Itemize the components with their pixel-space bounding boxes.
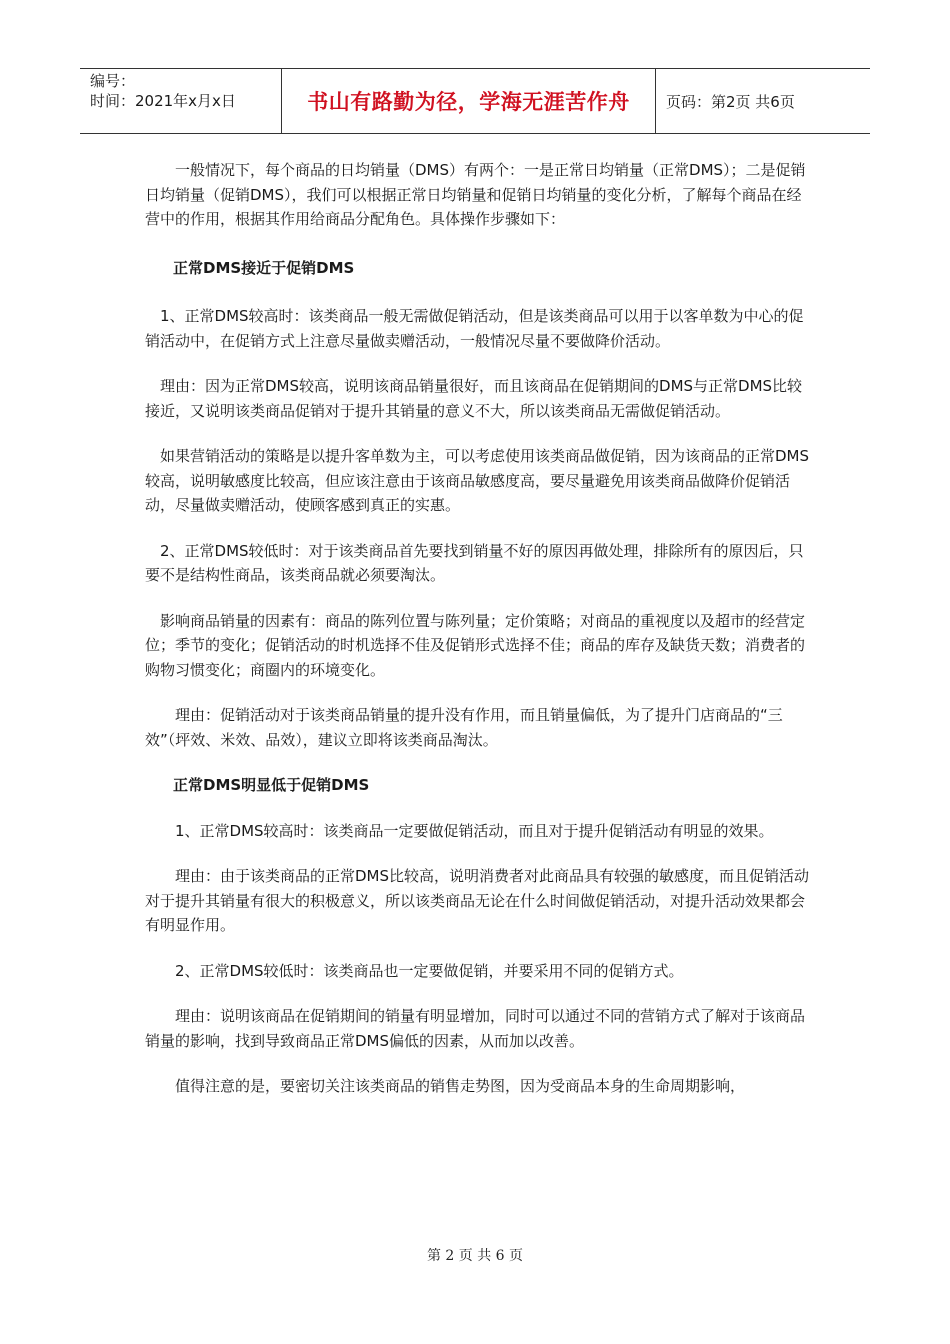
paragraph-2-2: 2、正常DMS较低时：该类商品也一定要做促销，并要采用不同的促销方式。 bbox=[145, 961, 684, 980]
header-meta bbox=[80, 69, 282, 133]
paragraph-reason-2-2: 理由：说明该商品在促销期间的销量有明显增加，同时可以通过不同的营销方式了解对于该商品销量的影响，找到导致商品正常DMS偏低的因素，从而加以改善。 bbox=[145, 1007, 806, 1050]
section-heading-1: 正常DMS接近于促销DMS bbox=[173, 258, 355, 277]
header-page-cell bbox=[656, 69, 870, 133]
header-page-info: 页码：第2页 共6页 bbox=[666, 92, 795, 111]
header-motto: 书山有路勤为径，学海无涯苦作舟 bbox=[307, 90, 630, 114]
paragraph-reason-1-2: 理由：促销活动对于该类商品销量的提升没有作用，而且销量偏低，为了提升门店商品的“三效”（坪效、米效、品效），建议立即将该类商品淘汰。 bbox=[145, 706, 783, 749]
paragraph-note: 值得注意的是，要密切关注该类商品的销售走势图，因为受商品本身的生命周期影响， bbox=[145, 1077, 746, 1095]
intro-paragraph: 一般情况下，每个商品的日均销量（DMS）有两个：一是正常日均销量（正常DMS）；二是促销日均销量（促销DMS），我们可以根据正常日均销量和促销日均销量的变化分析，了解每个商品在经营中的作用，根据其作用给商品分配角色。具体操作步骤如下： bbox=[145, 161, 806, 228]
page-header bbox=[80, 68, 870, 134]
paragraph-strategy: 如果营销活动的策略是以提升客单数为主，可以考虑使用该类商品做促销，因为该商品的正常DMS较高，说明敏感度比较高，但应该注意由于该商品敏感度高，要尽量避免用该类商品做降价促销活动，尽量做卖赠活动，使顾客感到真正的实惠。 bbox=[145, 447, 810, 514]
paragraph-2-1: 1、正常DMS较高时：该类商品一定要做促销活动，而且对于提升促销活动有明显的效果。 bbox=[145, 821, 774, 840]
section-heading-2: 正常DMS明显低于促销DMS bbox=[173, 776, 370, 794]
header-motto-cell bbox=[282, 69, 656, 133]
paragraph-1-2: 2、正常DMS较低时：对于该类商品首先要找到销量不好的原因再做处理，排除所有的原因后，只要不是结构性商品，该类商品就必须要淘汰。 bbox=[145, 541, 804, 584]
paragraph-reason-1-1: 理由：因为正常DMS较高，说明该商品销量很好，而且该商品在促销期间的DMS与正常DMS比较接近，又说明该类商品促销对于提升其销量的意义不大，所以该类商品无需做促销活动。 bbox=[145, 377, 803, 420]
paragraph-factors: 影响商品销量的因素有：商品的陈列位置与陈列量；定价策略；对商品的重视度以及超市的经营定位；季节的变化；促销活动的时机选择不佳及促销形式选择不佳；商品的库存及缺货天数；消费者的购物习惯变化；商圈内的环境变化。 bbox=[145, 611, 806, 679]
document-body bbox=[145, 158, 810, 1099]
page-footer: 第 2 页 共 6 页 bbox=[426, 1248, 524, 1264]
document-number-label: 编号： bbox=[90, 72, 136, 90]
document-time-label: 时间：2021年x月x日 bbox=[90, 92, 236, 110]
paragraph-reason-2-1: 理由：由于该类商品的正常DMS比较高，说明消费者对此商品具有较强的敏感度，而且促销活动对于提升其销量有很大的积极意义，所以该类商品无论在什么时间做促销活动，对提升活动效果都会有明显作用。 bbox=[145, 867, 810, 934]
paragraph-1-1: 1、正常DMS较高时：该类商品一般无需做促销活动，但是该类商品可以用于以客单数为中心的促销活动中，在促销方式上注意尽量做卖赠活动，一般情况尽量不要做降价活动。 bbox=[145, 307, 804, 350]
